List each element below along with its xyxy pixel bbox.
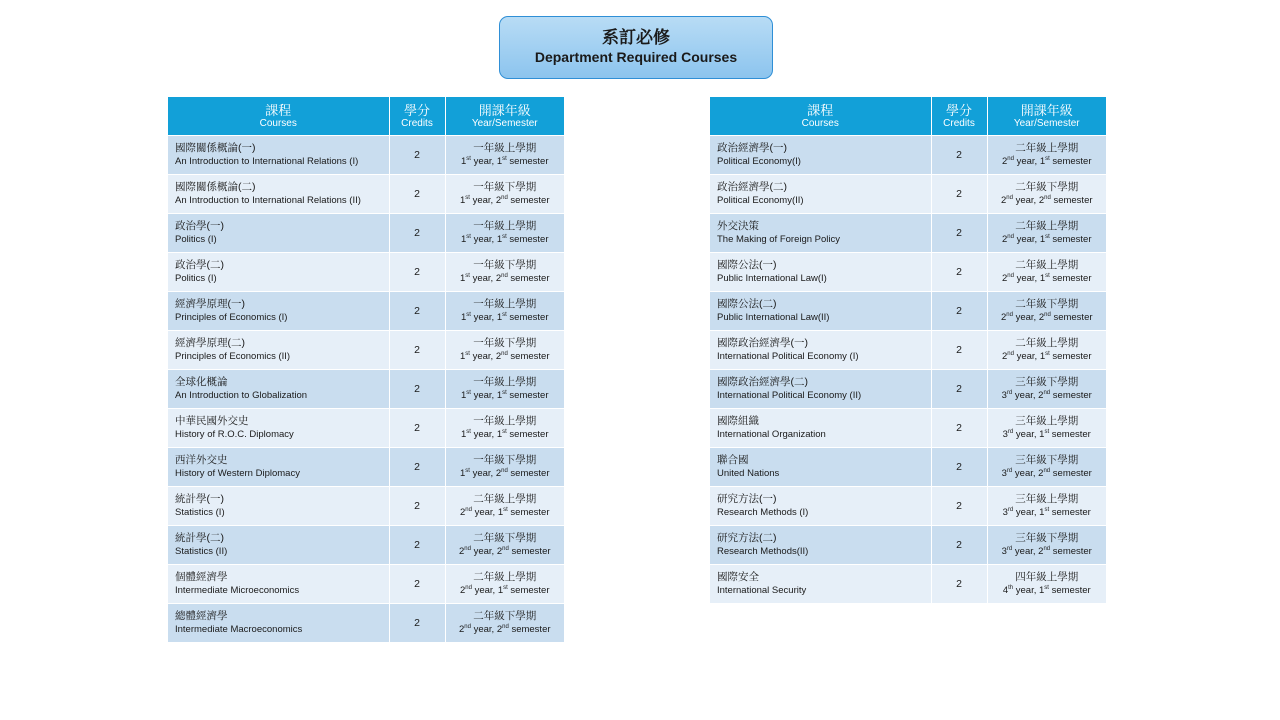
credits-cell: 2	[931, 136, 987, 175]
course-name-en: Politics (I)	[175, 273, 217, 284]
credits-cell: 2	[389, 136, 445, 175]
year-semester-cell	[445, 526, 564, 565]
course-name-zh: 政治學(一)	[175, 220, 224, 232]
course-name-zh: 國際公法(二)	[717, 298, 777, 310]
course-name-zh: 統計學(一)	[175, 493, 224, 505]
header-year-semester: 開課年級 Year/Semester	[987, 97, 1106, 136]
header-courses: 課程 Courses	[168, 97, 389, 136]
credits-cell: 2	[931, 448, 987, 487]
year-semester-en: 1st year, 1st semester	[460, 156, 549, 167]
course-name-zh: 國際關係概論(一)	[175, 142, 256, 154]
page-title-zh: 系訂必修	[602, 28, 670, 47]
year-semester-cell	[445, 214, 564, 253]
course-name-en: Statistics (II)	[175, 546, 228, 557]
course-name-zh: 外交決策	[717, 220, 759, 232]
page-title-box	[499, 16, 773, 79]
year-semester-cell	[987, 409, 1106, 448]
table-row	[168, 604, 564, 643]
year-semester-zh: 三年級上學期	[1015, 415, 1079, 427]
year-semester-cell	[445, 604, 564, 643]
course-name-en: Research Methods (I)	[717, 507, 809, 518]
course-name-en: History of R.O.C. Diplomacy	[175, 429, 294, 440]
course-name-en: Principles of Economics (I)	[175, 312, 288, 323]
course-name-en: Public International Law(I)	[717, 273, 827, 284]
table-row	[710, 565, 1106, 604]
course-name-en: Political Economy(II)	[717, 195, 804, 206]
credits-cell: 2	[931, 292, 987, 331]
year-semester-en: 3rd year, 1st semester	[1002, 507, 1091, 518]
course-cell	[168, 409, 389, 448]
table-row	[710, 175, 1106, 214]
table-row	[710, 526, 1106, 565]
course-name-zh: 聯合國	[717, 454, 749, 466]
table-row	[168, 136, 564, 175]
table-row	[710, 370, 1106, 409]
year-semester-cell	[987, 487, 1106, 526]
year-semester-en: 1st year, 2nd semester	[459, 195, 550, 206]
table-row	[168, 175, 564, 214]
year-semester-en: 3rd year, 2nd semester	[1001, 546, 1092, 557]
year-semester-cell	[445, 331, 564, 370]
year-semester-zh: 一年級下學期	[473, 337, 537, 349]
course-name-zh: 個體經濟學	[175, 571, 228, 583]
course-cell	[168, 175, 389, 214]
credits-cell: 2	[931, 487, 987, 526]
course-cell	[168, 448, 389, 487]
credits-cell: 2	[931, 526, 987, 565]
year-semester-cell	[445, 448, 564, 487]
course-name-zh: 國際政治經濟學(二)	[717, 376, 808, 388]
year-semester-zh: 一年級上學期	[473, 415, 537, 427]
table-row	[168, 370, 564, 409]
course-cell	[710, 565, 931, 604]
table-row	[168, 526, 564, 565]
course-name-en: An Introduction to Globalization	[175, 390, 308, 401]
course-cell	[168, 331, 389, 370]
table-row	[710, 448, 1106, 487]
year-semester-zh: 三年級下學期	[1015, 454, 1079, 466]
credits-cell: 2	[389, 565, 445, 604]
course-name-en: History of Western Diplomacy	[175, 468, 300, 479]
header-credits: 學分 Credits	[389, 97, 445, 136]
year-semester-en: 2nd year, 1st semester	[1001, 156, 1092, 167]
table-row	[710, 253, 1106, 292]
credits-cell: 2	[389, 409, 445, 448]
credits-cell: 2	[931, 565, 987, 604]
credits-cell: 2	[389, 604, 445, 643]
year-semester-zh: 二年級上學期	[473, 493, 537, 505]
course-cell	[168, 487, 389, 526]
credits-cell: 2	[931, 214, 987, 253]
year-semester-zh: 二年級下學期	[473, 532, 537, 544]
table-row	[710, 487, 1106, 526]
course-name-zh: 國際公法(一)	[717, 259, 777, 271]
table-row	[710, 136, 1106, 175]
course-cell	[710, 253, 931, 292]
year-semester-cell	[987, 136, 1106, 175]
table-row	[710, 409, 1106, 448]
year-semester-zh: 一年級下學期	[473, 454, 537, 466]
credits-cell: 2	[389, 487, 445, 526]
year-semester-zh: 二年級上學期	[1015, 220, 1079, 232]
year-semester-cell	[445, 565, 564, 604]
year-semester-cell	[445, 370, 564, 409]
year-semester-zh: 二年級下學期	[473, 610, 537, 622]
year-semester-zh: 二年級上學期	[1015, 259, 1079, 271]
table-header-row	[710, 97, 1106, 136]
course-cell	[710, 331, 931, 370]
table-header-row	[168, 97, 564, 136]
course-name-en: Political Economy(I)	[717, 156, 801, 167]
course-name-en: Intermediate Microeconomics	[175, 585, 300, 596]
course-cell	[710, 448, 931, 487]
course-name-zh: 經濟學原理(一)	[175, 298, 245, 310]
credits-cell: 2	[931, 331, 987, 370]
year-semester-zh: 二年級上學期	[473, 571, 537, 583]
year-semester-cell	[987, 565, 1106, 604]
course-name-en: International Political Economy (II)	[717, 390, 862, 401]
year-semester-zh: 一年級下學期	[473, 181, 537, 193]
year-semester-en: 2nd year, 1st semester	[459, 507, 550, 518]
course-table-right	[710, 97, 1106, 603]
year-semester-en: 1st year, 1st semester	[460, 312, 549, 323]
year-semester-cell	[987, 292, 1106, 331]
year-semester-en: 1st year, 2nd semester	[459, 468, 550, 479]
year-semester-en: 2nd year, 2nd semester	[458, 546, 551, 557]
course-name-en: Public International Law(II)	[717, 312, 830, 323]
table-row	[710, 292, 1106, 331]
course-cell	[168, 370, 389, 409]
credits-cell: 2	[389, 175, 445, 214]
year-semester-en: 2nd year, 2nd semester	[1000, 312, 1093, 323]
course-name-en: International Organization	[717, 429, 826, 440]
course-name-zh: 國際關係概論(二)	[175, 181, 256, 193]
course-name-en: The Making of Foreign Policy	[717, 234, 841, 245]
course-cell	[710, 370, 931, 409]
table-row	[710, 331, 1106, 370]
header-credits: 學分 Credits	[931, 97, 987, 136]
year-semester-zh: 一年級下學期	[473, 259, 537, 271]
year-semester-en: 3rd year, 2nd semester	[1001, 390, 1092, 401]
course-name-zh: 全球化概論	[175, 376, 228, 388]
year-semester-cell	[445, 487, 564, 526]
course-name-en: Principles of Economics (II)	[175, 351, 291, 362]
credits-cell: 2	[389, 526, 445, 565]
course-cell	[710, 214, 931, 253]
course-name-zh: 政治經濟學(一)	[717, 142, 787, 154]
course-cell	[710, 526, 931, 565]
year-semester-zh: 二年級下學期	[1015, 181, 1079, 193]
year-semester-cell	[987, 370, 1106, 409]
year-semester-cell	[445, 292, 564, 331]
course-cell	[710, 292, 931, 331]
page-title-en: Department Required Courses	[534, 49, 738, 65]
year-semester-zh: 一年級上學期	[473, 298, 537, 310]
credits-cell: 2	[389, 214, 445, 253]
course-name-en: Politics (I)	[175, 234, 217, 245]
course-cell	[168, 526, 389, 565]
header-year-semester: 開課年級 Year/Semester	[445, 97, 564, 136]
table-row	[168, 448, 564, 487]
year-semester-zh: 一年級上學期	[473, 376, 537, 388]
year-semester-cell	[987, 214, 1106, 253]
course-cell	[710, 136, 931, 175]
course-name-zh: 研究方法(一)	[717, 493, 777, 505]
table-row	[168, 331, 564, 370]
course-name-en: United Nations	[717, 468, 780, 479]
course-name-en: Statistics (I)	[175, 507, 225, 518]
course-cell	[168, 565, 389, 604]
credits-cell: 2	[389, 292, 445, 331]
year-semester-zh: 一年級上學期	[473, 220, 537, 232]
year-semester-zh: 二年級下學期	[1015, 298, 1079, 310]
year-semester-zh: 二年級上學期	[1015, 337, 1079, 349]
year-semester-cell	[987, 175, 1106, 214]
year-semester-cell	[987, 331, 1106, 370]
year-semester-cell	[445, 253, 564, 292]
year-semester-en: 3rd year, 1st semester	[1002, 429, 1091, 440]
year-semester-cell	[445, 175, 564, 214]
year-semester-en: 1st year, 1st semester	[460, 429, 549, 440]
course-name-zh: 國際政治經濟學(一)	[717, 337, 808, 349]
course-name-zh: 中華民國外交史	[175, 415, 249, 427]
credits-cell: 2	[931, 253, 987, 292]
year-semester-zh: 一年級上學期	[473, 142, 537, 154]
header-courses: 課程 Courses	[710, 97, 931, 136]
year-semester-en: 2nd year, 1st semester	[1001, 351, 1092, 362]
credits-cell: 2	[389, 370, 445, 409]
course-name-en: An Introduction to International Relations (II)	[175, 195, 361, 206]
course-name-zh: 統計學(二)	[175, 532, 224, 544]
course-name-zh: 研究方法(二)	[717, 532, 777, 544]
course-name-en: An Introduction to International Relations (I)	[175, 156, 359, 167]
course-cell	[168, 604, 389, 643]
table-row	[168, 409, 564, 448]
year-semester-zh: 三年級下學期	[1015, 532, 1079, 544]
course-name-en: International Political Economy (I)	[717, 351, 859, 362]
year-semester-en: 1st year, 1st semester	[460, 234, 549, 245]
year-semester-en: 2nd year, 1st semester	[1001, 273, 1092, 284]
course-cell	[168, 253, 389, 292]
credits-cell: 2	[931, 175, 987, 214]
course-cell	[710, 409, 931, 448]
year-semester-cell	[987, 253, 1106, 292]
year-semester-en: 2nd year, 2nd semester	[458, 624, 551, 635]
course-name-zh: 政治經濟學(二)	[717, 181, 787, 193]
course-name-zh: 經濟學原理(二)	[175, 337, 245, 349]
course-cell	[710, 487, 931, 526]
year-semester-zh: 二年級上學期	[1015, 142, 1079, 154]
year-semester-en: 2nd year, 1st semester	[1001, 234, 1092, 245]
course-name-zh: 西洋外交史	[175, 454, 228, 466]
credits-cell: 2	[389, 331, 445, 370]
year-semester-cell	[987, 526, 1106, 565]
table-row	[168, 253, 564, 292]
course-cell	[168, 214, 389, 253]
course-cell	[710, 175, 931, 214]
year-semester-cell	[445, 136, 564, 175]
year-semester-cell	[987, 448, 1106, 487]
year-semester-zh: 四年級上學期	[1015, 571, 1079, 583]
table-row	[168, 292, 564, 331]
course-name-zh: 國際組織	[717, 415, 759, 427]
year-semester-en: 2nd year, 1st semester	[459, 585, 550, 596]
table-row	[710, 214, 1106, 253]
credits-cell: 2	[389, 448, 445, 487]
year-semester-en: 3rd year, 2nd semester	[1001, 468, 1092, 479]
year-semester-en: 2nd year, 2nd semester	[1000, 195, 1093, 206]
year-semester-zh: 三年級上學期	[1015, 493, 1079, 505]
course-name-zh: 政治學(二)	[175, 259, 224, 271]
course-name-zh: 總體經濟學	[175, 610, 228, 622]
course-table-left	[168, 97, 564, 642]
year-semester-en: 1st year, 2nd semester	[459, 273, 550, 284]
credits-cell: 2	[389, 253, 445, 292]
course-cell	[168, 292, 389, 331]
year-semester-en: 4th year, 1st semester	[1002, 585, 1091, 596]
credits-cell: 2	[931, 370, 987, 409]
course-name-en: Intermediate Macroeconomics	[175, 624, 303, 635]
table-row	[168, 214, 564, 253]
year-semester-zh: 三年級下學期	[1015, 376, 1079, 388]
course-name-en: Research Methods(II)	[717, 546, 809, 557]
course-name-zh: 國際安全	[717, 571, 759, 583]
year-semester-cell	[445, 409, 564, 448]
year-semester-en: 1st year, 1st semester	[460, 390, 549, 401]
table-row	[168, 487, 564, 526]
course-cell	[168, 136, 389, 175]
table-row	[168, 565, 564, 604]
year-semester-en: 1st year, 2nd semester	[459, 351, 550, 362]
course-name-en: International Security	[717, 585, 807, 596]
credits-cell: 2	[931, 409, 987, 448]
